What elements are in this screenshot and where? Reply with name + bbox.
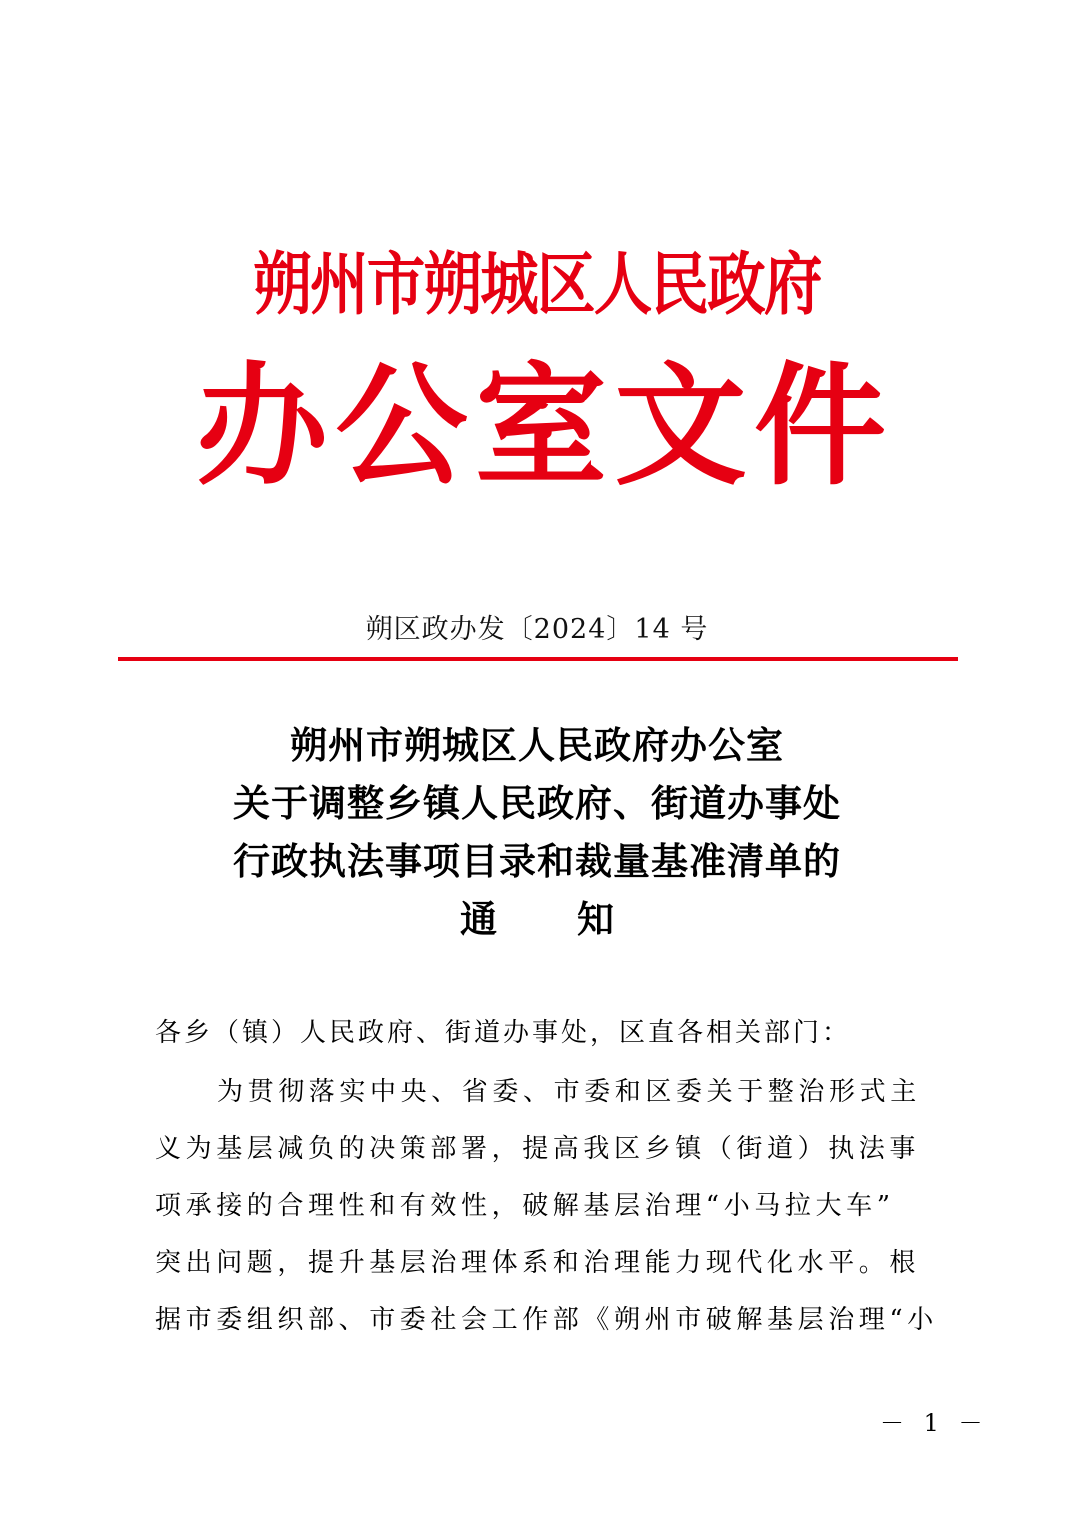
doc-type-char: 办 [196,349,328,504]
body-line: 突出问题，提升基层治理体系和治理能力现代化水平。根 [155,1248,921,1278]
issuing-organization: 朔州市朔城区人民政府 [253,245,821,325]
body-line: 项承接的合理性和有效性，破解基层治理“小马拉大车” [155,1191,895,1221]
addressee-line: 各乡（镇）人民政府、街道办事处，区直各相关部门： [155,1018,852,1048]
title-notice: 通知 [460,897,694,941]
doc-type-char: 文 [614,349,747,504]
document-type-heading [196,349,886,504]
body-line: 据市委组织部、市委社会工作部《朔州市破解基层治理“小 [155,1305,938,1335]
title-line: 行政执法事项目录和裁量基准清单的 [233,839,841,883]
red-separator-line [118,657,958,661]
document-title [0,716,1074,948]
doc-type-char: 室 [475,349,607,504]
doc-type-char: 件 [754,349,886,504]
page-number: － 1 － [880,1409,989,1437]
doc-type-char: 公 [335,349,468,504]
body-line: 为贯彻落实中央、省委、市委和区委关于整治形式主 [217,1077,921,1107]
body-paragraph [155,1072,938,1357]
body-line: 义为基层减负的决策部署，提高我区乡镇（街道）执法事 [155,1134,921,1164]
document-number: 朔区政办发〔2024〕14 号 [365,614,709,645]
title-line: 关于调整乡镇人民政府、街道办事处 [233,781,841,825]
title-line: 朔州市朔城区人民政府办公室 [290,723,784,767]
